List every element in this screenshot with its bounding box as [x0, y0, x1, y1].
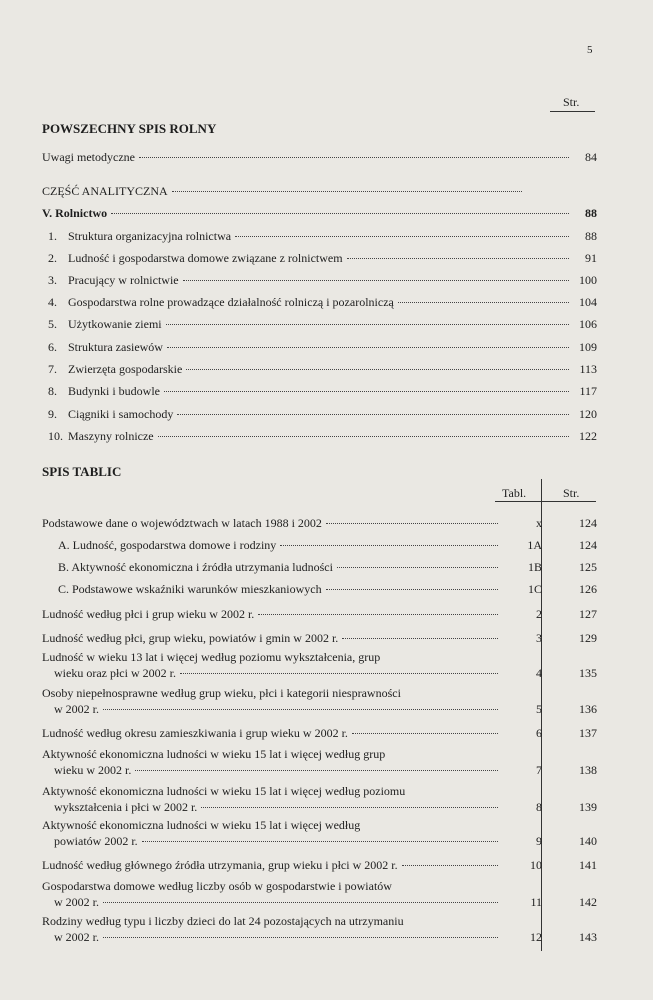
- table-page: 143: [579, 930, 597, 944]
- table-list-row[interactable]: [42, 651, 597, 680]
- table-page: 124: [579, 538, 597, 552]
- table-number: 5: [536, 702, 542, 716]
- table-page: 138: [579, 763, 597, 777]
- table-list-row[interactable]: [42, 819, 597, 848]
- toc-entry[interactable]: [48, 292, 597, 309]
- table-title-text: wieku w 2002 r.: [54, 763, 132, 777]
- table-list-row[interactable]: [42, 748, 597, 777]
- toc-entry-page: 84: [585, 150, 597, 164]
- toc-entry[interactable]: [48, 359, 597, 376]
- table-page: 129: [579, 631, 597, 645]
- toc-entry-number: 3.: [48, 273, 57, 287]
- contents-page-column-header: Str.: [563, 95, 580, 109]
- table-number: 4: [536, 666, 542, 680]
- table-page: 139: [579, 800, 597, 814]
- table-list-row[interactable]: [42, 856, 597, 872]
- toc-entry-label: Maszyny rolnicze: [68, 429, 154, 443]
- toc-entry-analytic[interactable]: [42, 181, 526, 198]
- toc-entry-label: V. Rolnictwo: [42, 206, 108, 220]
- table-page: 125: [579, 560, 597, 574]
- dot-leader: [186, 359, 569, 373]
- table-list-row[interactable]: [42, 558, 597, 574]
- table-list-row[interactable]: [42, 580, 597, 596]
- table-title-text: Ludność według płci, grup wieku, powiatów i gmin w 2002 r.: [42, 631, 339, 645]
- toc-entry-number: 4.: [48, 295, 57, 309]
- toc-entry-page: 122: [579, 429, 597, 443]
- table-title-text: wykształcenia i płci w 2002 r.: [54, 800, 198, 814]
- table-title-text: C. Podstawowe wskaźniki warunków mieszkaniowych: [58, 582, 322, 596]
- table-title-text: w 2002 r.: [54, 930, 99, 944]
- table-list-row[interactable]: [42, 514, 597, 530]
- table-title-line: Aktywność ekonomiczna ludności w wieku 15 lat i więcej według poziomu: [42, 784, 406, 798]
- table-page: 127: [579, 607, 597, 621]
- dot-leader: [180, 664, 498, 677]
- toc-entry-page: 88: [585, 229, 597, 243]
- dot-leader: [167, 337, 569, 351]
- table-list-row[interactable]: [42, 629, 597, 645]
- toc-entry-page: 117: [579, 384, 597, 398]
- toc-entry-number: 9.: [48, 407, 57, 421]
- dot-leader: [326, 580, 498, 593]
- table-title-text: Ludność według głównego źródła utrzymania, grup wieku i płci w 2002 r.: [42, 858, 398, 872]
- table-page: 136: [579, 702, 597, 716]
- dot-leader: [135, 761, 498, 774]
- table-page: 137: [579, 726, 597, 740]
- table-page: 135: [579, 666, 597, 680]
- toc-entry-page: 100: [579, 273, 597, 287]
- table-list-row[interactable]: [42, 605, 597, 621]
- table-list-row[interactable]: [42, 880, 597, 909]
- toc-entry[interactable]: [48, 404, 597, 421]
- toc-entry-label: Zwierzęta gospodarskie: [68, 362, 183, 376]
- table-list-row[interactable]: [42, 785, 597, 814]
- toc-entry-label: Użytkowanie ziemi: [68, 317, 162, 331]
- table-title-text: A. Ludność, gospodarstwa domowe i rodziny: [58, 538, 277, 552]
- table-list-row[interactable]: [42, 687, 597, 716]
- table-number: 2: [536, 607, 542, 621]
- dot-leader: [342, 629, 498, 642]
- toc-entry-number: 1.: [48, 229, 57, 243]
- toc-entry-page: 113: [579, 362, 597, 376]
- toc-entry-uwagi[interactable]: [42, 147, 597, 164]
- dot-leader: [280, 536, 498, 549]
- dot-leader: [172, 181, 522, 195]
- table-number: 6: [536, 726, 542, 740]
- dot-leader: [183, 270, 569, 284]
- table-number: 10: [530, 858, 542, 872]
- page-number: 5: [587, 44, 593, 56]
- table-page: 126: [579, 582, 597, 596]
- dot-leader: [402, 856, 498, 869]
- dot-leader: [201, 798, 498, 811]
- table-title-line: Gospodarstwa domowe według liczby osób w gospodarstwie i powiatów: [42, 879, 392, 893]
- toc-entry-page: 106: [579, 317, 597, 331]
- dot-leader: [111, 203, 569, 217]
- toc-entry-number: 6.: [48, 340, 57, 354]
- column-header-rule: [495, 501, 596, 502]
- table-number: 8: [536, 800, 542, 814]
- table-title-line: Osoby niepełnosprawne według grup wieku, płci i kategorii niesprawności: [42, 686, 401, 700]
- section-title-spis-rolny: POWSZECHNY SPIS ROLNY: [42, 121, 217, 136]
- table-title-text: wieku oraz płci w 2002 r.: [54, 666, 176, 680]
- table-number: 1C: [527, 582, 542, 596]
- toc-entry[interactable]: [48, 337, 597, 354]
- dot-leader: [103, 928, 498, 941]
- toc-entry-label: Ciągniki i samochody: [68, 407, 174, 421]
- dot-leader: [352, 724, 498, 737]
- toc-entry-number: 5.: [48, 317, 57, 331]
- toc-entry-label: Pracujący w rolnictwie: [68, 273, 179, 287]
- dot-leader: [258, 605, 498, 618]
- toc-entry-page: 120: [579, 407, 597, 421]
- table-number: x: [536, 516, 542, 530]
- dot-leader: [103, 700, 498, 713]
- table-number: 7: [536, 763, 542, 777]
- table-list-row[interactable]: [42, 536, 597, 552]
- dot-leader: [166, 314, 569, 328]
- toc-entry[interactable]: [48, 426, 597, 443]
- toc-entry-label: Ludność i gospodarstwa domowe związane z rolnictwem: [68, 251, 343, 265]
- toc-entry-label: Budynki i budowle: [68, 384, 160, 398]
- dot-leader: [177, 404, 569, 418]
- toc-entry-label: Struktura zasiewów: [68, 340, 163, 354]
- header-rule: [550, 111, 595, 112]
- dot-leader: [398, 292, 569, 306]
- toc-entry-label: Struktura organizacyjna rolnictwa: [68, 229, 232, 243]
- column-header-str: Str.: [563, 486, 580, 500]
- table-number: 11: [530, 895, 542, 909]
- table-title-text: powiatów 2002 r.: [54, 834, 138, 848]
- toc-entry-number: 10.: [48, 429, 63, 443]
- toc-chapter-rolnictwo[interactable]: [42, 203, 597, 220]
- dot-leader: [164, 381, 569, 395]
- dot-leader: [142, 832, 498, 845]
- dot-leader: [337, 558, 498, 571]
- toc-entry[interactable]: [48, 226, 597, 243]
- toc-entry-label: Gospodarstwa rolne prowadzące działalność rolniczą i pozarolniczą: [68, 295, 394, 309]
- table-list-row[interactable]: [42, 724, 597, 740]
- toc-entry-label: Uwagi metodyczne: [42, 150, 135, 164]
- table-page: 142: [579, 895, 597, 909]
- table-number: 12: [530, 930, 542, 944]
- toc-entry[interactable]: [48, 270, 597, 287]
- table-number: 3: [536, 631, 542, 645]
- table-title-text: w 2002 r.: [54, 702, 99, 716]
- table-title-text: Ludność według okresu zamieszkiwania i grup wieku w 2002 r.: [42, 726, 348, 740]
- table-title-line: Aktywność ekonomiczna ludności w wieku 15 lat i więcej według: [42, 818, 361, 832]
- dot-leader: [235, 226, 569, 240]
- table-title-text: B. Aktywność ekonomiczna i źródła utrzymania ludności: [58, 560, 333, 574]
- toc-entry[interactable]: [48, 248, 597, 265]
- toc-entry[interactable]: [48, 381, 597, 398]
- toc-entry-page: 109: [579, 340, 597, 354]
- table-number: 1A: [527, 538, 542, 552]
- table-number: 1B: [527, 560, 542, 574]
- dot-leader: [347, 248, 569, 262]
- section-title-spis-tablic: SPIS TABLIC: [42, 464, 122, 479]
- table-page: 141: [579, 858, 597, 872]
- table-page: 140: [579, 834, 597, 848]
- toc-entry[interactable]: [48, 314, 597, 331]
- toc-entry-page: 88: [585, 206, 597, 220]
- table-title-text: Ludność według płci i grup wieku w 2002 r.: [42, 607, 255, 621]
- dot-leader: [103, 893, 498, 906]
- table-title-line: Ludność w wieku 13 lat i więcej według poziomu wykształcenia, grup: [42, 650, 381, 664]
- dot-leader: [326, 514, 498, 527]
- table-title-line: Aktywność ekonomiczna ludności w wieku 15 lat i więcej według grup: [42, 747, 386, 761]
- dot-leader: [158, 426, 569, 440]
- toc-entry-label: CZĘŚĆ ANALITYCZNA: [42, 184, 168, 198]
- table-title-text: Podstawowe dane o województwach w latach 1988 i 2002: [42, 516, 322, 530]
- table-list-row[interactable]: [42, 915, 597, 944]
- toc-entry-page: 91: [585, 251, 597, 265]
- toc-entry-number: 8.: [48, 384, 57, 398]
- table-number: 9: [536, 834, 542, 848]
- table-page: 124: [579, 516, 597, 530]
- column-header-tabl: Tabl.: [502, 486, 527, 500]
- toc-entry-page: 104: [579, 295, 597, 309]
- table-title-line: Rodziny według typu i liczby dzieci do lat 24 pozostających na utrzymaniu: [42, 914, 404, 928]
- toc-entry-number: 2.: [48, 251, 57, 265]
- toc-entry-number: 7.: [48, 362, 57, 376]
- table-title-text: w 2002 r.: [54, 895, 99, 909]
- dot-leader: [139, 147, 569, 161]
